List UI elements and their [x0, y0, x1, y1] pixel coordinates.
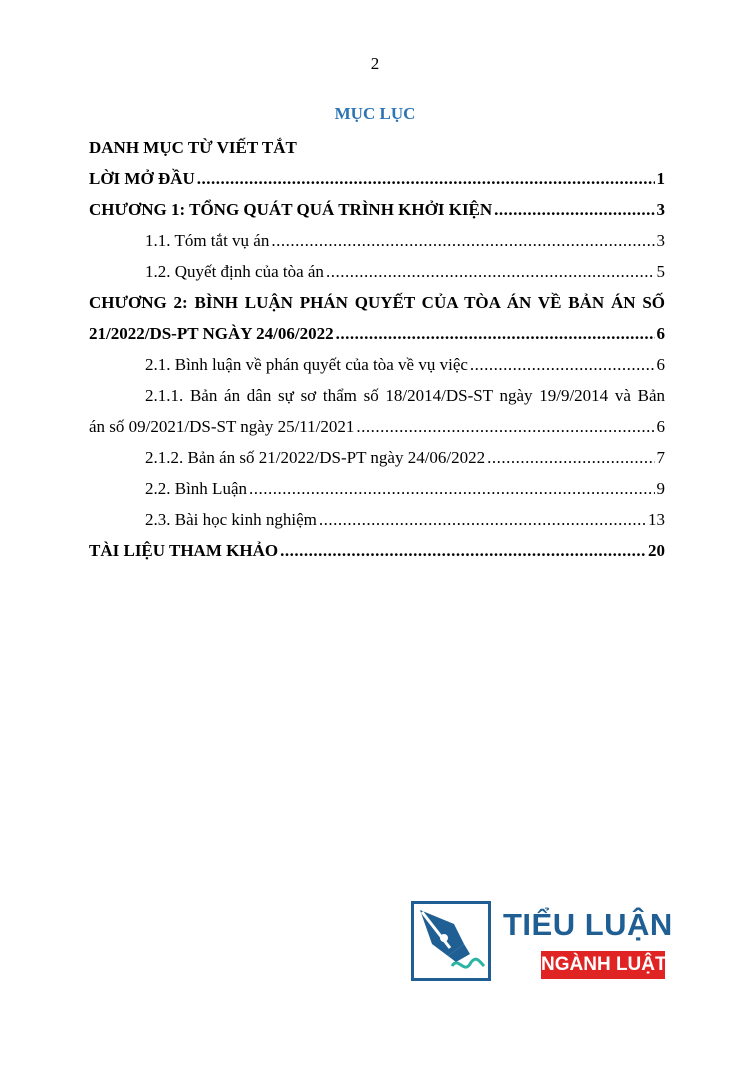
toc-entry-label: 2.1.2. Bản án số 21/2022/DS-PT ngày 24/06/2022	[145, 448, 486, 467]
dot-leader	[319, 504, 646, 535]
toc-entry-label: 1.1. Tóm tắt vụ án	[145, 231, 270, 250]
toc-entry-2-2[interactable]	[89, 473, 665, 504]
toc-entry-label-line2: án số 09/2021/DS-ST ngày 25/11/2021	[89, 417, 355, 436]
toc-entry-page: 3	[656, 200, 665, 219]
toc-entry-page: 3	[656, 231, 665, 250]
toc-entry-label: DANH MỤC TỪ VIẾT TẮT	[89, 138, 297, 157]
toc-title: MỤC LỤC	[334, 104, 416, 123]
toc-entry-label: 2.1. Bình luận về phán quyết của tòa về vụ việc	[145, 355, 468, 374]
toc-entry-2-1-1[interactable]	[89, 380, 665, 442]
toc-entry-abbreviations[interactable]	[89, 132, 665, 163]
toc-entry-page: 6	[656, 355, 665, 374]
toc-entry-introduction[interactable]	[89, 163, 665, 194]
toc-entry-label-line1: 2.1.1. Bản án dân sự sơ thẩm số 18/2014/DS-ST ngày 19/9/2014 và Bản	[145, 386, 665, 405]
dot-leader	[280, 535, 646, 566]
toc-entry-page: 6	[656, 324, 665, 343]
toc-entry-page: 13	[648, 510, 665, 529]
brand-logo	[411, 901, 673, 983]
toc-entry-page: 9	[656, 479, 665, 498]
dot-leader	[356, 411, 654, 442]
toc-entry-page: 7	[656, 448, 665, 467]
toc-entry-1-1[interactable]	[89, 225, 665, 256]
toc-entry-references[interactable]	[89, 535, 665, 566]
toc-entry-label: TÀI LIỆU THAM KHẢO	[89, 541, 279, 560]
dot-leader	[326, 256, 655, 287]
toc-entry-chapter-1[interactable]	[89, 194, 665, 225]
toc-entry-label: 2.3. Bài học kinh nghiệm	[145, 510, 317, 529]
dot-leader	[487, 442, 654, 473]
toc-entry-1-2[interactable]	[89, 256, 665, 287]
table-of-contents	[89, 132, 665, 566]
toc-entry-2-3[interactable]	[89, 504, 665, 535]
dot-leader	[470, 349, 655, 380]
toc-entry-2-1[interactable]	[89, 349, 665, 380]
dot-leader	[494, 194, 654, 225]
toc-entry-page: 6	[656, 417, 665, 436]
logo-title: TIỂU LUẬN	[503, 907, 673, 942]
toc-entry-label: 1.2. Quyết định của tòa án	[145, 262, 324, 281]
logo-subtitle: NGÀNH LUẬT	[541, 951, 665, 979]
toc-entry-page: 20	[648, 541, 665, 560]
toc-entry-label-line2: 21/2022/DS-PT NGÀY 24/06/2022	[89, 324, 334, 343]
page-number: 2	[370, 54, 380, 73]
toc-entry-2-1-2[interactable]	[89, 442, 665, 473]
pen-nib-icon	[411, 901, 491, 981]
toc-entry-label: CHƯƠNG 1: TỔNG QUÁT QUÁ TRÌNH KHỞI KIỆN	[89, 200, 493, 219]
toc-entry-label: LỜI MỞ ĐẦU	[89, 169, 195, 188]
toc-entry-page: 5	[656, 262, 665, 281]
toc-entry-page: 1	[656, 169, 665, 188]
dot-leader	[197, 163, 655, 194]
dot-leader	[249, 473, 655, 504]
dot-leader	[271, 225, 654, 256]
toc-entry-label-line1: CHƯƠNG 2: BÌNH LUẬN PHÁN QUYẾT CỦA TÒA ÁN VỀ BẢN ÁN SỐ	[89, 293, 665, 312]
toc-entry-chapter-2[interactable]	[89, 287, 665, 349]
toc-entry-label: 2.2. Bình Luận	[145, 479, 247, 498]
dot-leader	[336, 318, 655, 349]
